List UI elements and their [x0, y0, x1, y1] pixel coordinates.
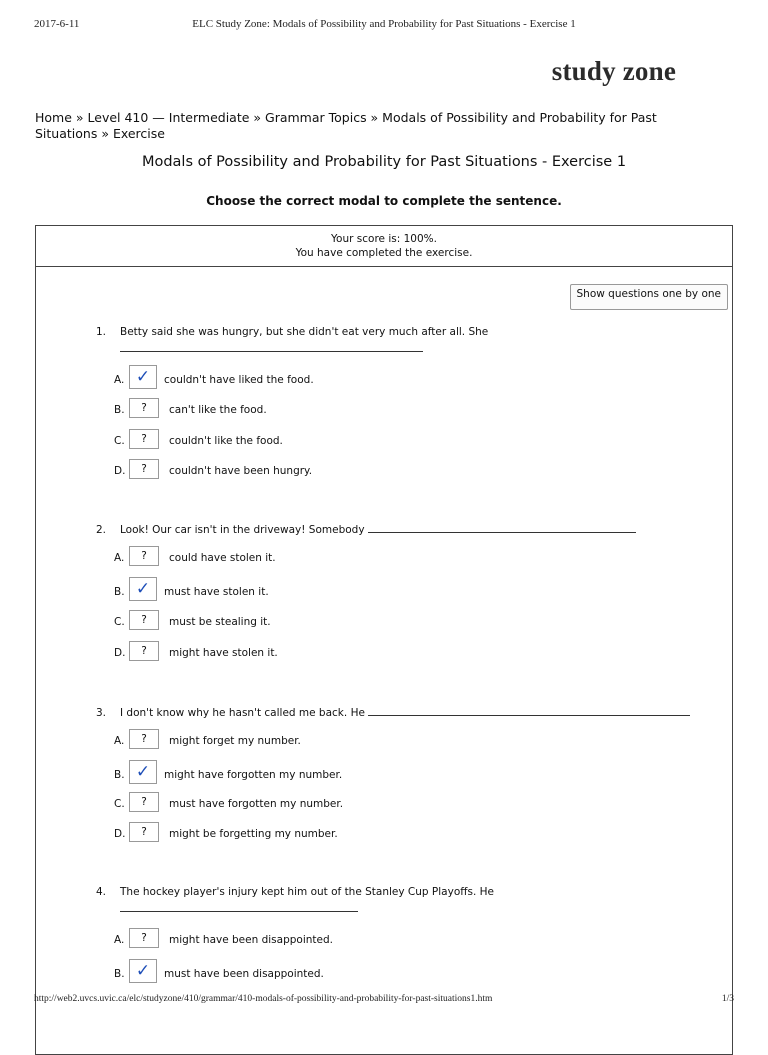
instructions: Choose the correct modal to complete the sentence.	[206, 194, 562, 208]
question-mark-icon[interactable]: ?	[129, 792, 159, 812]
question-number: 4.	[96, 886, 107, 898]
question-mark-icon[interactable]: ?	[129, 822, 159, 842]
answer-blank	[120, 901, 358, 912]
answer-text: couldn't have liked the food.	[164, 374, 314, 386]
answer-text: can't like the food.	[169, 404, 267, 416]
question-prompt: Betty said she was hungry, but she didn't eat very much after all. She	[120, 326, 489, 338]
question-prompt: Look! Our car isn't in the driveway! Somebody	[120, 524, 365, 536]
question-number: 1.	[96, 326, 107, 338]
question-mark-icon[interactable]: ?	[129, 729, 159, 749]
answer-text: could have stolen it.	[169, 552, 276, 564]
answer-text: couldn't like the food.	[169, 435, 283, 447]
question-mark-icon[interactable]: ?	[129, 610, 159, 630]
completion-text: You have completed the exercise.	[295, 247, 473, 259]
question-mark-icon[interactable]: ?	[129, 546, 159, 566]
checkmark-icon[interactable]: ✓	[129, 959, 157, 983]
study-zone-logo[interactable]: study zone	[551, 56, 676, 86]
answer-blank	[120, 341, 423, 352]
print-date: 2017-6-11	[34, 18, 80, 30]
answer-text: might have stolen it.	[169, 647, 278, 659]
answer-letter: B.	[114, 586, 125, 598]
answer-text: might have forgotten my number.	[164, 769, 343, 781]
question-prompt: I don't know why he hasn't called me back. He	[120, 707, 365, 719]
question-mark-icon[interactable]: ?	[129, 398, 159, 418]
checkmark-icon[interactable]: ✓	[129, 760, 157, 784]
print-title: ELC Study Zone: Modals of Possibility and Probability for Past Situations - Exercise 1	[192, 18, 576, 30]
answer-letter: D.	[114, 647, 126, 659]
question-text	[96, 324, 716, 358]
question-prompt: The hockey player's injury kept him out of the Stanley Cup Playoffs. He	[120, 886, 494, 898]
question-mark-icon[interactable]: ?	[129, 928, 159, 948]
breadcrumb[interactable]: Home » Level 410 — Intermediate » Grammar Topics » Modals of Possibility and Probability for Past Situations » Exercise	[35, 110, 657, 141]
score-text: Your score is: 100%.	[331, 233, 437, 245]
show-questions-button[interactable]: Show questions one by one	[570, 284, 728, 310]
question-2	[96, 522, 716, 659]
checkmark-icon[interactable]: ✓	[129, 365, 157, 389]
answer-letter: D.	[114, 465, 126, 477]
page-url: http://web2.uvcs.uvic.ca/elc/studyzone/410/grammar/410-modals-of-possibility-and-probability-for-past-situations1.htm	[34, 994, 493, 1004]
quiz-container	[35, 225, 733, 1055]
question-mark-icon[interactable]: ?	[129, 641, 159, 661]
answer-text: must be stealing it.	[169, 616, 271, 628]
answer-text: might have been disappointed.	[169, 934, 333, 946]
answer-blank	[368, 705, 690, 716]
question-mark-icon[interactable]: ?	[129, 429, 159, 449]
question-4	[96, 884, 716, 981]
answer-letter: C.	[114, 435, 125, 447]
answer-letter: A.	[114, 735, 125, 747]
answer-letter: A.	[114, 374, 125, 386]
score-panel	[36, 226, 732, 267]
question-mark-icon[interactable]: ?	[129, 459, 159, 479]
answer-letter: C.	[114, 616, 125, 628]
answer-text: couldn't have been hungry.	[169, 465, 313, 477]
question-1	[96, 324, 716, 477]
question-number: 3.	[96, 707, 107, 719]
page-title: Modals of Possibility and Probability for Past Situations - Exercise 1	[141, 154, 627, 170]
answer-letter: B.	[114, 769, 125, 781]
answer-letter: B.	[114, 404, 125, 416]
question-number: 2.	[96, 524, 107, 536]
answer-text: might forget my number.	[169, 735, 301, 747]
answer-letter: B.	[114, 968, 125, 980]
answer-letter: A.	[114, 934, 125, 946]
answer-letter: D.	[114, 828, 126, 840]
answer-text: must have forgotten my number.	[169, 798, 344, 810]
page-number: 1/3	[721, 994, 734, 1004]
answer-text: must have been disappointed.	[164, 968, 324, 980]
question-text	[96, 522, 716, 539]
answer-letter: C.	[114, 798, 125, 810]
checkmark-icon[interactable]: ✓	[129, 577, 157, 601]
answer-letter: A.	[114, 552, 125, 564]
question-3	[96, 705, 716, 840]
answer-text: must have stolen it.	[164, 586, 269, 598]
question-text	[96, 884, 716, 918]
answer-blank	[368, 522, 636, 533]
question-text	[96, 705, 716, 722]
answer-text: might be forgetting my number.	[169, 828, 338, 840]
